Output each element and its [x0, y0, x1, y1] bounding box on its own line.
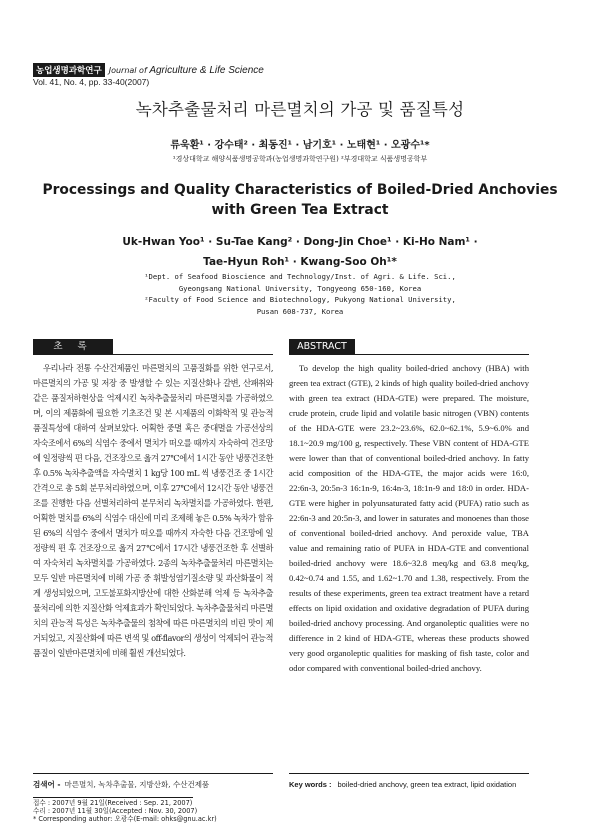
keywords-korean-label: 검색어 - — [33, 780, 61, 789]
title-english — [0, 180, 600, 220]
section-heading-abstract: ABSTRACT — [289, 339, 355, 354]
title-korean: 녹차추출물처리 마른멸치의 가공 및 품질특성 — [135, 100, 465, 119]
title-english-line-1: Processings and Quality Characteristics of Boiled-Dried Anchovies — [42, 182, 558, 198]
abstract-korean: 우리나라 전통 수산건제품인 마른멸치의 고품질화를 위한 연구로서, 마른멸치의 가공 및 저장 중 발생할 수 있는 지질산화나 갈변, 산패취와 같은 품질저하현상을 억제시킨 녹차추출물처리 마른멸치를 가공하였으며, 이의 제품화에 필요한 기초조건 및 본 시제품의 이화학적 및 관능적 품질특성에 대하여 살펴보았다. 어획한 중멸 혹은 중대멸을 가공선상의 자숙조에서 6%의 식염수 중에서 멸치가 떠오를 때까지 자숙하여 건조망에 일정량씩 편 다음, 건조장으로 옮겨 27℃에서 1시간 동안 냉풍건조한 후 0.5% 녹차추출액을 자숙멸치 1 kg당 100 mL 씩 냉풍건조 중 1시간 간격으로 총 5회 분무처리하였으며, 이후 27℃에서 12시간 동안 냉풍건조를 진행한 다음 선별처리하여 분무처리 녹차멸치를 가공하였다. 한편, 어획한 멸치를 6%의 식염수 대신에 미리 조제해 놓은 0.5% 녹차가 함유된 6%의 식염수 중에서 멸치가 떠오를 때까지 자숙한 다음 건조망에 일정량씩 편 후 건조장으로 옮겨 27℃에서 17시간 냉풍건조한 후 선별하여 자숙처리 녹차멸치를 가공하였다. 2종의 녹차추출물처리 마른멸치는 모두 일반 마른멸치에 비해 가공 중 휘발성염기질소량 및 과산화물이 적게 생성되었으며, 고도불포화지방산에 대한 산화분해 억제 등 녹차추출물처리에 의한 지질산화 억제효과가 확인되었다. 녹차추출물처리 마른멸치의 관능적 특성은 녹차추출물의 첨착에 따른 마른멸치의 비린 맛이 제거되었고, 지질산화에 따른 변색 및 off-flavor의 생성이 억제되어 관능적 품질이 일반마른멸치에 비해 훨씬 개선되었다. — [33, 363, 273, 658]
journal-name-en: Journal of Agriculture & Life Science — [108, 65, 264, 76]
affiliation-line: Gyeongsang National University, Tongyeong 650-160, Korea — [178, 283, 422, 293]
authors-korean: 류욱환¹ · 강수태² · 최동진¹ · 남기호¹ · 노태현¹ · 오광수¹* — [170, 140, 430, 151]
divider — [289, 354, 529, 355]
keywords-english — [289, 779, 529, 790]
divider — [33, 354, 273, 355]
footnote-accepted: 수리 : 2007년 11월 30일(Accepted : Nov. 30, 2007) — [33, 807, 198, 815]
footnote-received: 접수 : 2007년 9월 21일(Received : Sep. 21, 2007) — [33, 799, 193, 807]
affiliation-line: ¹Dept. of Seafood Bioscience and Technology/Inst. of Agri. & Life. Sci., — [144, 272, 456, 281]
journal-header — [33, 63, 264, 77]
keywords-english-text: boiled-dried anchovy, green tea extract, lipid oxidation — [337, 780, 517, 789]
divider — [289, 773, 529, 774]
footnote-corresponding-author: * Corresponding author: 오광수(E-mail: ohks@gnu.ac.kr) — [33, 815, 217, 823]
abstract-english: To develop the high quality boiled-dried anchovy (HBA) with green tea extract (GTE), 2 kinds of high quality boiled-dried anchovy with green tea extract (HDA-GTE) were prepared. The moisture, crude protein, crude lipid and volatile basic nitrogen (VBN) contents of the HDA-GTE were 23.2~23.6%, 62.0~62.1%, 5.9~6.0% and 18.1~20.9 mg/100 g, respectively. These VBN content of HDA-GTE were lower than that of conventional boiled-dried anchovy. In fatty acid composition of the HDA-GTE, the major acids were 16:0, 22:6n-3, 20:5n-3 16:1n-9, 16:4n-3, 18:1n-9 and 18:0 in order. HDA-GTE were higher in polyunsaturated fatty acid (PUFA) ratio such as 22:6n-3 and 20:5n-3, and lower in saturates and monoenes than those of conventional boiled-dried anchovy. And peroxide value, TBA value and remaining ratio of PUFA in HDA-GTE and conventional boiled-dried anchovy were 18.6~32.8 meq/kg and 63.8 meq/kg, 0.42~0.74 and 1.55, and 1.62~1.70 and 1.38, respectively. From the results of these experiments, green tea extract treatment have a retard effects on lipid oxidation and oxidative degradation of PUFA during boiled-dried anchovy processing. And organoleptic qualities were no difference in 2 kind of HDA-GTE, whereas these products showed very good organoleptic qualities for masking of fish taste, color and odor compared with conventional boiled-dried anchovy. — [289, 363, 529, 673]
section-heading-korean-abstract: 초 록 — [33, 339, 113, 354]
divider — [33, 773, 273, 774]
keywords-english-label: Key words : — [289, 780, 332, 789]
affiliations-korean: ¹경상대학교 해양식품생명공학과(농업생명과학연구원) ²부경대학교 식품생명공학부 — [172, 155, 428, 163]
journal-name-ko: 농업생명과학연구 — [33, 63, 105, 77]
volume-line: Vol. 41, No. 4, pp. 33-40(2007) — [33, 77, 150, 87]
affiliation-line: Pusan 608-737, Korea — [256, 306, 344, 316]
keywords-korean-text: 마른멸치, 녹차추출물, 지방산화, 수산건제품 — [64, 780, 210, 789]
footnote-divider — [33, 797, 193, 798]
authors-english-line-2: Tae-Hyun Roh¹ · Kwang-Soo Oh¹* — [203, 256, 397, 268]
title-english-line-2: with Green Tea Extract — [211, 202, 389, 218]
authors-english-line-1: Uk-Hwan Yoo¹ · Su-Tae Kang² · Dong-Jin Choe¹ · Ki-Ho Nam¹ · — [122, 236, 478, 248]
keywords-korean — [33, 779, 273, 790]
footnotes — [33, 799, 217, 823]
affiliations-english — [0, 271, 600, 317]
affiliation-line: ²Faculty of Food Science and Biotechnology, Pukyong National University, — [144, 295, 456, 304]
authors-english — [0, 232, 600, 272]
